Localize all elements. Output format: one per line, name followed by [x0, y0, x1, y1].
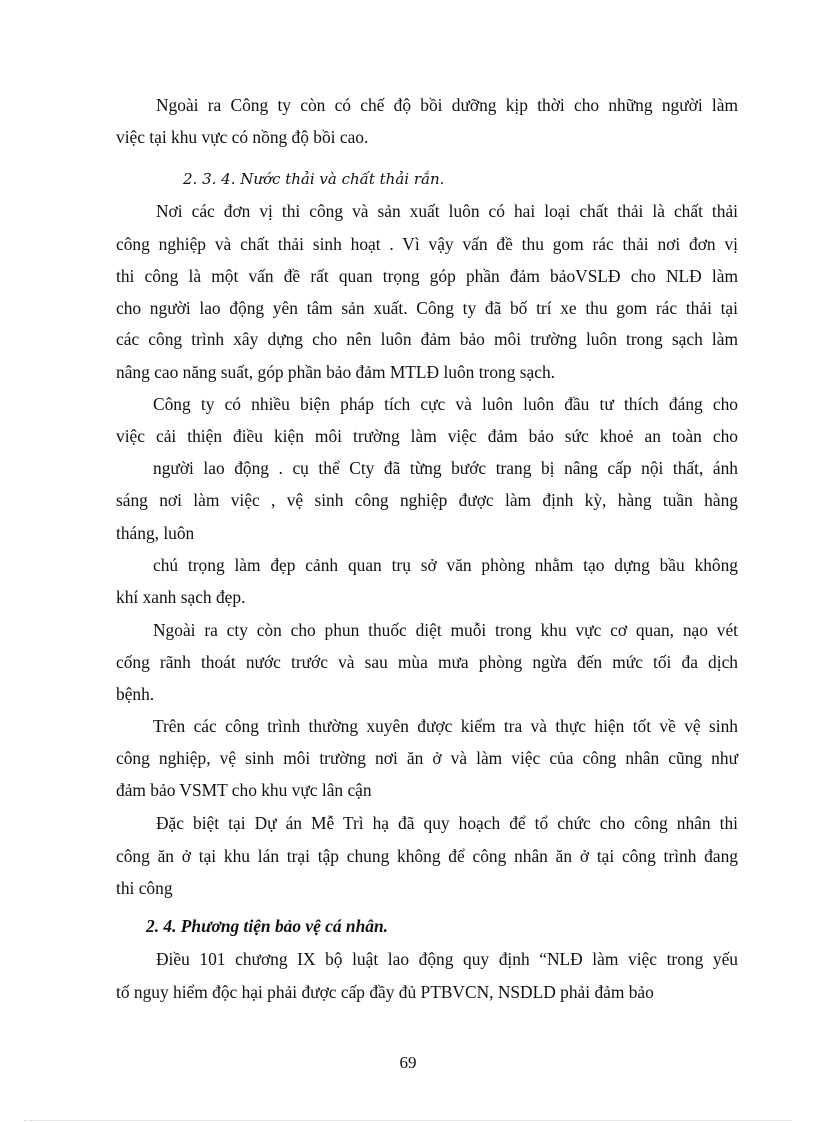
paragraph-line: công nghiệp và chất thải sinh hoạt . Vì vậy vấn đề thu gom rác thải nơi đơn vị: [116, 234, 738, 254]
paragraph-line: tố nguy hiểm độc hại phải được cấp đầy đủ PTBVCN, NSDLD phải đảm bảo: [116, 982, 654, 1002]
paragraph-line: đảm bảo VSMT cho khu vực lân cận: [116, 780, 372, 800]
paragraph-line: công nghiệp, vệ sinh môi trường nơi ăn ở và làm việc của công nhân cũng như: [116, 748, 738, 768]
paragraph-line: việc cải thiện điều kiện môi trường làm việc đảm bảo sức khoẻ an toàn cho: [116, 426, 738, 446]
paragraph-line: chú trọng làm đẹp cảnh quan trụ sở văn phòng nhằm tạo dựng bầu không: [153, 555, 738, 575]
paragraph-line: công ăn ở tại khu lán trại tập chung không để công nhân ăn ở tại công trình đang: [116, 846, 738, 866]
paragraph-line: Điều 101 chương IX bộ luật lao động quy định “NLĐ làm việc trong yếu: [156, 949, 738, 969]
bottom-dotted-rule: [24, 1120, 792, 1121]
paragraph-line: thi công: [116, 878, 173, 898]
paragraph-line: thi công là một vấn đề rất quan trọng góp phần đảm bảoVSLĐ cho NLĐ làm: [116, 266, 738, 286]
paragraph-line: Nơi các đơn vị thi công và sản xuất luôn có hai loại chất thải là chất thải: [156, 201, 738, 221]
page-number: 69: [399, 1053, 417, 1072]
paragraph-line: cống rãnh thoát nước trước và sau mùa mưa phòng ngừa đến mức tối đa dịch: [116, 652, 738, 672]
paragraph-line: Đặc biệt tại Dự án Mễ Trì hạ đã quy hoạch để tổ chức cho công nhân thi: [156, 813, 738, 833]
paragraph-line: Trên các công trình thường xuyên được kiểm tra và thực hiện tốt về vệ sinh: [153, 716, 738, 736]
paragraph-line: bệnh.: [116, 684, 155, 704]
paragraph-line: người lao động . cụ thể Cty đã từng bước trang bị nâng cấp nội thất, ánh: [153, 458, 738, 478]
paragraph-line: Công ty có nhiều biện pháp tích cực và luôn luôn đầu tư thích đáng cho: [153, 394, 738, 414]
section-heading-2-4: 2. 4. Phương tiện bảo vệ cá nhân.: [146, 916, 388, 936]
paragraph-line: Ngoài ra cty còn cho phun thuốc diệt muỗi trong khu vực cơ quan, nạo vét: [153, 620, 738, 640]
paragraph-line: các công trình xây dựng cho nên luôn đảm bảo môi trường luôn trong sạch làm: [116, 329, 738, 349]
paragraph-line: cho người lao động yên tâm sản xuất. Công ty đã bố trí xe thu gom rác thải tại: [116, 298, 738, 318]
paragraph-line: sáng nơi làm việc , vệ sinh công nghiệp được làm định kỳ, hàng tuần hàng: [116, 490, 738, 510]
paragraph-line: nâng cao năng suất, góp phần bảo đảm MTLĐ luôn trong sạch.: [116, 362, 556, 382]
section-heading-2-3-4: 2. 3. 4. Nước thải và chất thải rắn.: [183, 170, 445, 188]
paragraph-line: việc tại khu vực có nồng độ bồi cao.: [116, 127, 369, 147]
paragraph-line: tháng, luôn: [116, 523, 195, 543]
paragraph-line: Ngoài ra Công ty còn có chế độ bồi dưỡng kịp thời cho những người làm: [156, 95, 738, 115]
paragraph-line: khí xanh sạch đẹp.: [116, 587, 246, 607]
